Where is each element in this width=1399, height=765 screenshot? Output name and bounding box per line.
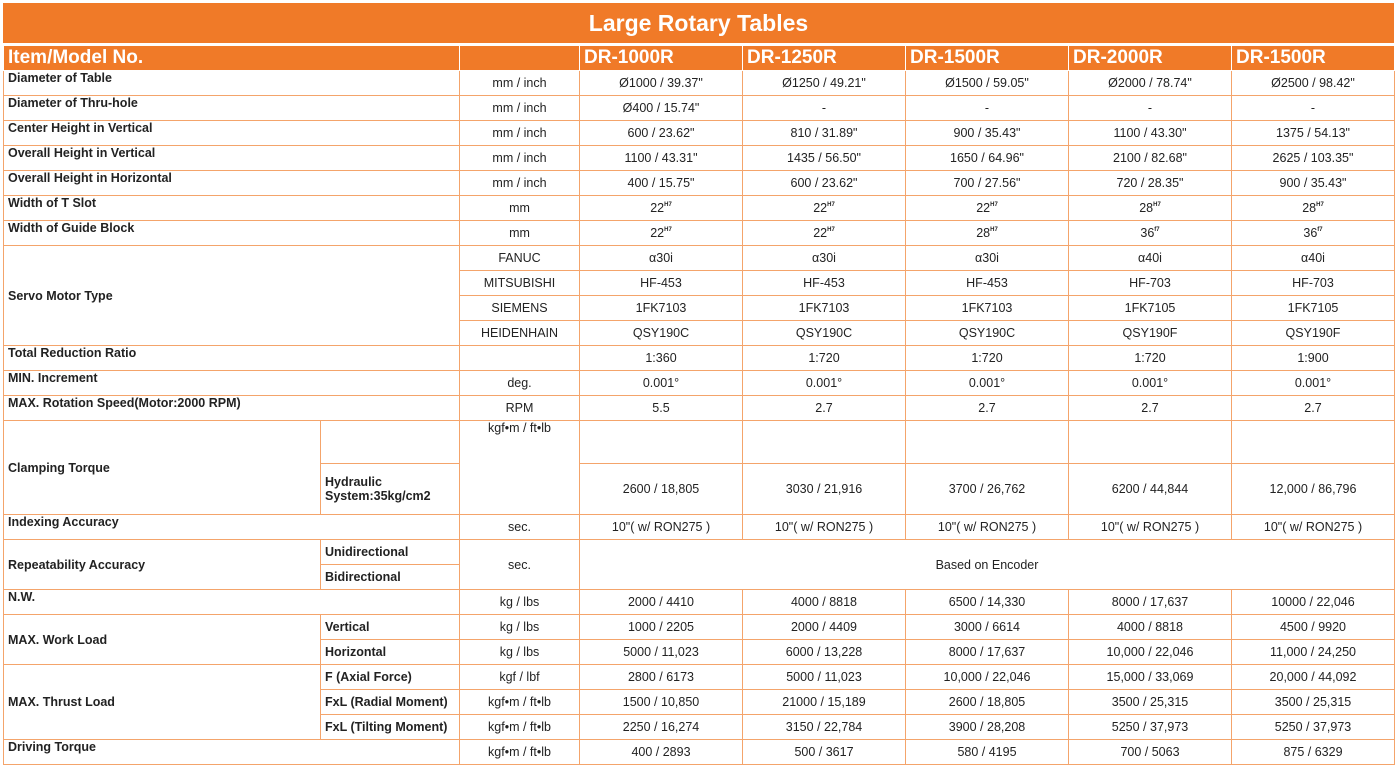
servo-value: α30i: [743, 246, 906, 271]
nw-value: 4000 / 8818: [743, 590, 906, 615]
value-number: 28: [976, 226, 991, 240]
work-load-value: 2000 / 4409: [743, 615, 906, 640]
clamping-empty: [1232, 421, 1395, 464]
servo-value: α40i: [1069, 246, 1232, 271]
diameter_table-value: Ø2500 / 98.42": [1232, 71, 1395, 96]
t_slot-value: [1069, 196, 1232, 221]
model-header: DR-1500R: [1232, 46, 1395, 71]
diameter_table-value: Ø2000 / 78.74": [1069, 71, 1232, 96]
t_slot-value: [580, 196, 743, 221]
t_slot-label: Width of T Slot: [4, 196, 460, 221]
table-row: [4, 96, 1395, 121]
reduction-label: Total Reduction Ratio: [4, 346, 460, 371]
min_increment-value: 0.001°: [1069, 371, 1232, 396]
clamping-empty: [580, 421, 743, 464]
thrust-load-value: 2600 / 18,805: [906, 690, 1069, 715]
rotation_speed-label: MAX. Rotation Speed(Motor:2000 RPM): [4, 396, 460, 421]
table-row: [4, 665, 1395, 690]
servo-value: HF-453: [906, 271, 1069, 296]
table-row: [4, 46, 1395, 71]
servo-value: α40i: [1232, 246, 1395, 271]
thrust-load-unit: kgf•m / ft•lb: [460, 690, 580, 715]
diameter_table-value: Ø1500 / 59.05": [906, 71, 1069, 96]
driving_torque-value: 580 / 4195: [906, 740, 1069, 765]
diameter_thru-value: -: [1232, 96, 1395, 121]
overall_horizontal-value: 720 / 28.35": [1069, 171, 1232, 196]
tolerance-class: H7: [827, 202, 835, 208]
overall_horizontal-unit: mm / inch: [460, 171, 580, 196]
thrust-load-unit: kgf / lbf: [460, 665, 580, 690]
value-number: 36: [1303, 226, 1318, 240]
table-row: [4, 540, 1395, 565]
thrust-load-value: 15,000 / 33,069: [1069, 665, 1232, 690]
guide_block-value: [1069, 221, 1232, 246]
min_increment-label: MIN. Increment: [4, 371, 460, 396]
clamping-sub-empty: [321, 421, 460, 464]
table-row: [4, 421, 1395, 464]
work-load-value: 4000 / 8818: [1069, 615, 1232, 640]
servo-value: QSY190F: [1069, 321, 1232, 346]
reduction-value: 1:900: [1232, 346, 1395, 371]
diameter_table-label: Diameter of Table: [4, 71, 460, 96]
overall_vertical-value: 1100 / 43.31": [580, 146, 743, 171]
nw-value: 8000 / 17,637: [1069, 590, 1232, 615]
nw-value: 2000 / 4410: [580, 590, 743, 615]
indexing-label: Indexing Accuracy: [4, 515, 460, 540]
rotation_speed-value: 5.5: [580, 396, 743, 421]
overall_horizontal-value: 700 / 27.56": [906, 171, 1069, 196]
overall_vertical-value: 2625 / 103.35": [1232, 146, 1395, 171]
guide_block-label: Width of Guide Block: [4, 221, 460, 246]
thrust-load-value: 2250 / 16,274: [580, 715, 743, 740]
overall_vertical-label: Overall Height in Vertical: [4, 146, 460, 171]
model-header: DR-1000R: [580, 46, 743, 71]
overall_horizontal-label: Overall Height in Horizontal: [4, 171, 460, 196]
guide_block-value: [580, 221, 743, 246]
work-load-value: 11,000 / 24,250: [1232, 640, 1395, 665]
tolerance-class: H7: [990, 227, 998, 233]
overall_vertical-value: 2100 / 82.68": [1069, 146, 1232, 171]
tolerance-class: H7: [1153, 202, 1161, 208]
repeatability-unit: sec.: [460, 540, 580, 590]
model-header: DR-1250R: [743, 46, 906, 71]
center_height-value: 1375 / 54.13": [1232, 121, 1395, 146]
reduction-value: 1:720: [906, 346, 1069, 371]
nw-unit: kg / lbs: [460, 590, 580, 615]
servo-value: HF-453: [743, 271, 906, 296]
thrust-load-value: 1500 / 10,850: [580, 690, 743, 715]
diameter_table-value: Ø1000 / 39.37": [580, 71, 743, 96]
thrust-load-sub: FxL (Tilting Moment): [321, 715, 460, 740]
driving_torque-value: 500 / 3617: [743, 740, 906, 765]
work-load-value: 8000 / 17,637: [906, 640, 1069, 665]
t_slot-value: [906, 196, 1069, 221]
diameter_thru-value: -: [743, 96, 906, 121]
servo-value: HF-703: [1069, 271, 1232, 296]
item-header: Item/Model No.: [4, 46, 460, 71]
indexing-unit: sec.: [460, 515, 580, 540]
thrust-load-value: 3500 / 25,315: [1232, 690, 1395, 715]
thrust-load-value: 3150 / 22,784: [743, 715, 906, 740]
rotation_speed-value: 2.7: [1069, 396, 1232, 421]
clamping-unit: kgf•m / ft•lb: [460, 421, 580, 515]
table-row: [4, 371, 1395, 396]
work-load-label: MAX. Work Load: [4, 615, 321, 665]
driving_torque-value: 875 / 6329: [1232, 740, 1395, 765]
diameter_table-unit: mm / inch: [460, 71, 580, 96]
reduction-value: 1:720: [743, 346, 906, 371]
overall_vertical-value: 1435 / 56.50": [743, 146, 906, 171]
table-row: [4, 615, 1395, 640]
rotation_speed-unit: RPM: [460, 396, 580, 421]
thrust-load-label: MAX. Thrust Load: [4, 665, 321, 740]
servo-value: QSY190C: [906, 321, 1069, 346]
value-number: 22: [813, 226, 828, 240]
table-row: [4, 196, 1395, 221]
rotation_speed-value: 2.7: [743, 396, 906, 421]
table-row: [4, 396, 1395, 421]
servo-value: 1FK7105: [1069, 296, 1232, 321]
servo-value: 1FK7105: [1232, 296, 1395, 321]
thrust-load-value: 3900 / 28,208: [906, 715, 1069, 740]
guide_block-unit: mm: [460, 221, 580, 246]
guide_block-value: [906, 221, 1069, 246]
t_slot-unit: mm: [460, 196, 580, 221]
servo-value: QSY190C: [743, 321, 906, 346]
diameter_thru-value: Ø400 / 15.74": [580, 96, 743, 121]
servo-value: 1FK7103: [906, 296, 1069, 321]
tolerance-class: H7: [827, 227, 835, 233]
table-row: [4, 146, 1395, 171]
overall_vertical-unit: mm / inch: [460, 146, 580, 171]
work-load-value: 6000 / 13,228: [743, 640, 906, 665]
overall_vertical-value: 1650 / 64.96": [906, 146, 1069, 171]
clamping-empty: [906, 421, 1069, 464]
nw-value: 6500 / 14,330: [906, 590, 1069, 615]
min_increment-value: 0.001°: [580, 371, 743, 396]
thrust-load-value: 21000 / 15,189: [743, 690, 906, 715]
overall_horizontal-value: 600 / 23.62": [743, 171, 906, 196]
servo-value: HF-453: [580, 271, 743, 296]
model-header: DR-2000R: [1069, 46, 1232, 71]
value-number: 22: [976, 201, 991, 215]
guide_block-value: [1232, 221, 1395, 246]
driving_torque-value: 400 / 2893: [580, 740, 743, 765]
indexing-value: 10"( w/ RON275 ): [743, 515, 906, 540]
table-row: [4, 71, 1395, 96]
spec-table: [3, 45, 1395, 765]
servo-brand: MITSUBISHI: [460, 271, 580, 296]
min_increment-value: 0.001°: [906, 371, 1069, 396]
hydraulic-system-text: Hydraulic System:35kg/cm2: [325, 475, 431, 503]
value-number: 22: [650, 201, 665, 215]
model-header: DR-1500R: [906, 46, 1069, 71]
work-load-value: 5000 / 11,023: [580, 640, 743, 665]
tolerance-class: f7: [1154, 227, 1160, 233]
value-number: 28: [1302, 201, 1317, 215]
diameter_table-value: Ø1250 / 49.21": [743, 71, 906, 96]
center_height-value: 900 / 35.43": [906, 121, 1069, 146]
thrust-load-value: 5000 / 11,023: [743, 665, 906, 690]
thrust-load-value: 10,000 / 22,046: [906, 665, 1069, 690]
indexing-value: 10"( w/ RON275 ): [1232, 515, 1395, 540]
min_increment-value: 0.001°: [743, 371, 906, 396]
servo-value: QSY190F: [1232, 321, 1395, 346]
thrust-load-value: 3500 / 25,315: [1069, 690, 1232, 715]
value-number: 22: [650, 226, 665, 240]
servo-label: Servo Motor Type: [4, 246, 460, 346]
reduction-value: 1:720: [1069, 346, 1232, 371]
thrust-load-value: 2800 / 6173: [580, 665, 743, 690]
thrust-load-value: 20,000 / 44,092: [1232, 665, 1395, 690]
indexing-value: 10"( w/ RON275 ): [1069, 515, 1232, 540]
thrust-load-value: 5250 / 37,973: [1069, 715, 1232, 740]
servo-value: 1FK7103: [580, 296, 743, 321]
clamping-sub: [321, 464, 460, 515]
t_slot-value: [743, 196, 906, 221]
servo-brand: HEIDENHAIN: [460, 321, 580, 346]
reduction-unit: [460, 346, 580, 371]
servo-value: 1FK7103: [743, 296, 906, 321]
clamping-value: 3030 / 21,916: [743, 464, 906, 515]
servo-value: HF-703: [1232, 271, 1395, 296]
work-load-value: 10,000 / 22,046: [1069, 640, 1232, 665]
guide_block-value: [743, 221, 906, 246]
thrust-load-unit: kgf•m / ft•lb: [460, 715, 580, 740]
clamping-label: Clamping Torque: [4, 421, 321, 515]
work-load-value: 3000 / 6614: [906, 615, 1069, 640]
work-load-unit: kg / lbs: [460, 615, 580, 640]
clamping-empty: [1069, 421, 1232, 464]
work-load-sub: Horizontal: [321, 640, 460, 665]
indexing-value: 10"( w/ RON275 ): [906, 515, 1069, 540]
clamping-value: 2600 / 18,805: [580, 464, 743, 515]
center_height-value: 600 / 23.62": [580, 121, 743, 146]
diameter_thru-value: -: [906, 96, 1069, 121]
table-row: [4, 121, 1395, 146]
center_height-label: Center Height in Vertical: [4, 121, 460, 146]
work-load-sub: Vertical: [321, 615, 460, 640]
repeatability-sub: Bidirectional: [321, 565, 460, 590]
clamping-empty: [743, 421, 906, 464]
table-row: [4, 515, 1395, 540]
center_height-unit: mm / inch: [460, 121, 580, 146]
value-number: 22: [813, 201, 828, 215]
servo-value: α30i: [580, 246, 743, 271]
repeatability-sub: Unidirectional: [321, 540, 460, 565]
work-load-unit: kg / lbs: [460, 640, 580, 665]
indexing-value: 10"( w/ RON275 ): [580, 515, 743, 540]
servo-brand: SIEMENS: [460, 296, 580, 321]
servo-value: α30i: [906, 246, 1069, 271]
rotation_speed-value: 2.7: [906, 396, 1069, 421]
servo-value: QSY190C: [580, 321, 743, 346]
tolerance-class: H7: [1316, 202, 1324, 208]
driving_torque-value: 700 / 5063: [1069, 740, 1232, 765]
min_increment-unit: deg.: [460, 371, 580, 396]
spec-sheet: [3, 3, 1394, 765]
repeatability-value: Based on Encoder: [580, 540, 1395, 590]
thrust-load-sub: FxL (Radial Moment): [321, 690, 460, 715]
table-row: [4, 171, 1395, 196]
work-load-value: 4500 / 9920: [1232, 615, 1395, 640]
tolerance-class: H7: [664, 227, 672, 233]
servo-brand: FANUC: [460, 246, 580, 271]
overall_horizontal-value: 400 / 15.75": [580, 171, 743, 196]
table-row: [4, 740, 1395, 765]
clamping-value: 3700 / 26,762: [906, 464, 1069, 515]
table-row: [4, 221, 1395, 246]
table-row: [4, 246, 1395, 271]
value-number: 36: [1140, 226, 1155, 240]
unit-header: [460, 46, 580, 71]
repeatability-label: Repeatability Accuracy: [4, 540, 321, 590]
nw-value: 10000 / 22,046: [1232, 590, 1395, 615]
tolerance-class: H7: [990, 202, 998, 208]
diameter_thru-unit: mm / inch: [460, 96, 580, 121]
center_height-value: 1100 / 43.30": [1069, 121, 1232, 146]
overall_horizontal-value: 900 / 35.43": [1232, 171, 1395, 196]
tolerance-class: H7: [664, 202, 672, 208]
min_increment-value: 0.001°: [1232, 371, 1395, 396]
rotation_speed-value: 2.7: [1232, 396, 1395, 421]
t_slot-value: [1232, 196, 1395, 221]
table-title: Large Rotary Tables: [3, 3, 1394, 45]
driving_torque-label: Driving Torque: [4, 740, 460, 765]
center_height-value: 810 / 31.89": [743, 121, 906, 146]
clamping-value: 12,000 / 86,796: [1232, 464, 1395, 515]
table-row: [4, 590, 1395, 615]
tolerance-class: f7: [1317, 227, 1323, 233]
clamping-value: 6200 / 44,844: [1069, 464, 1232, 515]
nw-label: N.W.: [4, 590, 460, 615]
diameter_thru-label: Diameter of Thru-hole: [4, 96, 460, 121]
diameter_thru-value: -: [1069, 96, 1232, 121]
value-number: 28: [1139, 201, 1154, 215]
work-load-value: 1000 / 2205: [580, 615, 743, 640]
thrust-load-value: 5250 / 37,973: [1232, 715, 1395, 740]
table-row: [4, 346, 1395, 371]
reduction-value: 1:360: [580, 346, 743, 371]
thrust-load-sub: F (Axial Force): [321, 665, 460, 690]
driving_torque-unit: kgf•m / ft•lb: [460, 740, 580, 765]
